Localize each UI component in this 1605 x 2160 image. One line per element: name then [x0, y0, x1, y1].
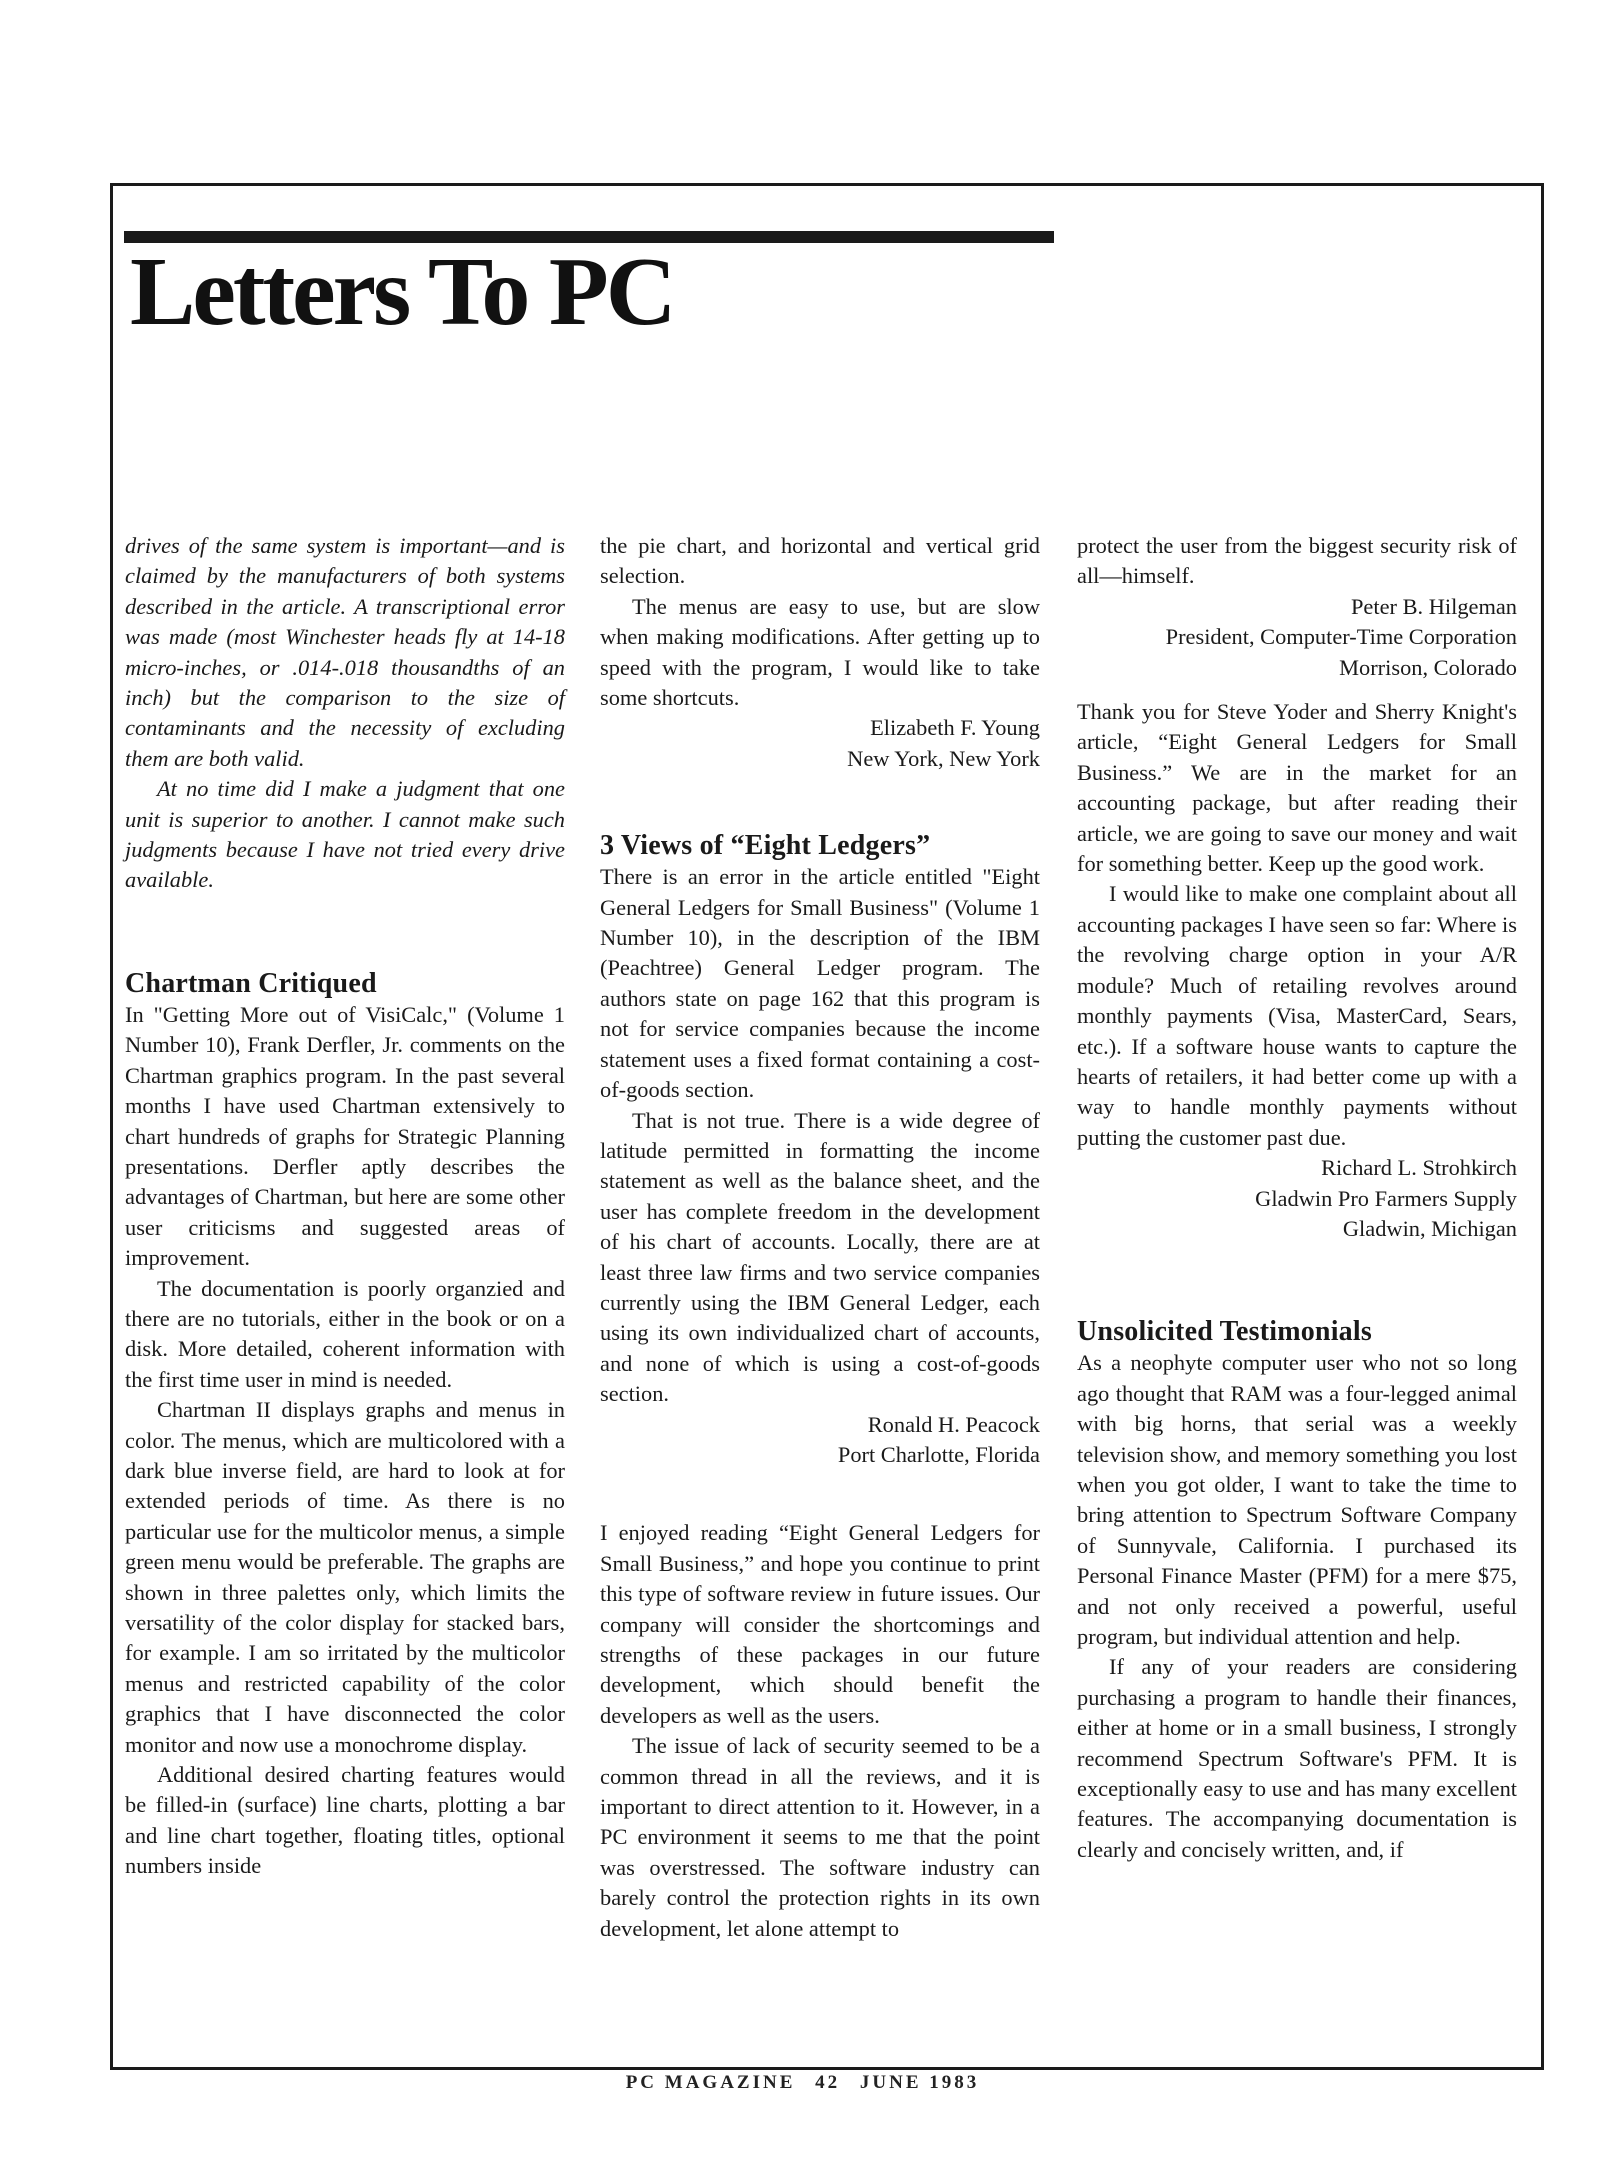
paragraph-carryover-2: At no time did I make a judgment that one unit is superior to another. I cannot make such judgments because I have not tried every drive available.: [125, 776, 565, 893]
column-1: [125, 531, 565, 1882]
paragraph-continued-2: The menus are easy to use, but are slow when making modifications. After getting up to speed with the program, I would like to take some shortcuts.: [600, 593, 1040, 711]
paragraph-ledgers-1: There is an error in the article entitled "Eight General Ledgers for Small Business" (Volume 1 Number 10), in the description of the IBM (Peachtree) General Ledger program. The authors state on page 162 that this program is not for service companies because the income statement uses a fixed format containing a cost-of-goods section.: [600, 864, 1040, 1103]
paragraph-chartman-1: In "Getting More out of VisiCalc," (Volume 1 Number 10), Frank Derfler, Jr. comments on the Chartman graphics program. In the past several months I have used Chartman extensively to chart hundreds of graphs for Strategic Planning presentations. Derfler aptly describes the advantages of Chartman, but here are some other user criticisms and suggested areas of improvement.: [125, 1001, 565, 1271]
signature-place: Gladwin, Michigan: [1342, 1215, 1517, 1241]
paragraph-chartman-3: Chartman II displays graphs and menus in color. The menus, which are multicolored with a dark blue inverse field, are hard to look at for extended periods of time. As there is no particular use for the multicolor menus, a simple green menu would be preferable. The graphs are shown in three palettes only, which limits the versatility of the color display for stacked bars, for example. I am so irritated by the multicolor menus and restricted capability of the color graphics that I have disconnected the color monitor and now use a monochrome display.: [125, 1397, 565, 1757]
signature-title: President, Computer-Time Corporation: [1165, 624, 1517, 650]
paragraph-ledgers-2: That is not true. There is a wide degree of latitude permitted in formatting the income statement as well as the balance sheet, and the user has complete freedom in the development of his chart of accounts. Locally, there are at least three law firms and two service companies currently using the IBM General Ledger, each using its own individualized chart of accounts, and none of which is using a cost-of-goods section.: [600, 1107, 1040, 1407]
page-title: Letters To PC: [130, 238, 674, 346]
paragraph-chartman-2: The documentation is poorly organzied and there are no tutorials, either in the book or on a disk. More detailed, coherent information with the first time user in mind is needed.: [125, 1275, 565, 1392]
paragraph-letter2-2: The issue of lack of security seemed to be a common thread in all the reviews, and it is important to direct attention to it. However, in a PC environment it seems to me that the point was overstressed. The software industry can barely control the protection rights in its own development, let alone attempt to: [600, 1733, 1040, 1941]
heading-unsolicited-testimonials: Unsolicited Testimonials: [1077, 1316, 1372, 1348]
signature-place: Morrison, Colorado: [1339, 654, 1517, 680]
paragraph-testimonials-2: If any of your readers are considering purchasing a program to handle their finances, either at home or in a small business, I strongly recommend Spectrum Software's PFM. It is exceptionally easy to use and has many excellent features. The accompanying documentation is clearly and concisely written, and, if: [1077, 1654, 1517, 1862]
paragraph-testimonials-1: As a neophyte computer user who not so long ago thought that RAM was a four-legged animal with big horns, that serial was a weekly television show, and memory something you lost when you got older, I want to take the time to bring attention to Spectrum Software Company of Sunnyvale, California. I purchased its Personal Finance Master (PFM) for a mere $75, and not only received a powerful, useful program, but individual attention and help.: [1077, 1350, 1517, 1649]
signature-hilgeman: [1077, 592, 1517, 683]
paragraph-chartman-4: Additional desired charting features would be filled-in (surface) line charts, plotting a bar and line chart together, floating titles, optional numbers inside: [125, 1762, 565, 1879]
signature-org: Gladwin Pro Farmers Supply: [1255, 1185, 1517, 1211]
heading-3-views-eight-ledgers: 3 Views of “Eight Ledgers”: [600, 830, 931, 862]
footer-magazine: PC MAGAZINE: [625, 2072, 796, 2093]
signature-name: Peter B. Hilgeman: [1350, 593, 1517, 619]
heading-chartman-critiqued: Chartman Critiqued: [125, 967, 377, 999]
signature-peacock: [600, 1410, 1040, 1471]
signature-young: [600, 713, 1040, 774]
signature-name: Elizabeth F. Young: [870, 715, 1040, 741]
column-2: [600, 531, 1040, 1944]
signature-name: Richard L. Strohkirch: [1321, 1155, 1517, 1181]
paragraph-carryover-1: drives of the same system is important—and is claimed by the manufacturers of both systems described in the article. A transcriptional error was made (most Winchester heads fly at 14-18 micro-inches, or .014-.018 thousandths of an inch) but the comparison to the size of contaminants and the necessity of excluding them are both valid.: [125, 533, 565, 771]
paragraph-letter3-1: Thank you for Steve Yoder and Sherry Knight's article, “Eight General Ledgers for Small Business.” We are in the market for an accounting package, but after reading their article, we are going to save our money and wait for something better. Keep up the good work.: [1077, 699, 1517, 877]
signature-name: Ronald H. Peacock: [867, 1411, 1040, 1437]
paragraph-continued-1: the pie chart, and horizontal and vertical grid selection.: [600, 533, 1040, 589]
footer-date: JUNE 1983: [859, 2072, 980, 2093]
signature-strohkirch: [1077, 1153, 1517, 1244]
paragraph-letter3-2: I would like to make one complaint about all accounting packages I have seen so far: Where is the revolving charge option in your A/R module? Much of retailing revolves around monthly payments (Visa, MasterCard, Sears, etc.). If a software house wants to capture the hearts of retailers, it had better come up with a way to handle monthly payments without putting the customer past due.: [1077, 881, 1517, 1150]
paragraph-continued-3: protect the user from the biggest security risk of all—himself.: [1077, 533, 1517, 589]
signature-place: New York, New York: [847, 745, 1040, 771]
paragraph-letter2-1: I enjoyed reading “Eight General Ledgers for Small Business,” and hope you continue to print this type of software review in future issues. Our company will consider the shortcomings and strengths of these packages in our future development, which should benefit the developers as well as the users.: [600, 1520, 1040, 1728]
footer-page-number: 42: [815, 2072, 841, 2093]
page-footer: [0, 2072, 1605, 2094]
column-3: [1077, 531, 1517, 1865]
signature-place: Port Charlotte, Florida: [837, 1441, 1040, 1467]
